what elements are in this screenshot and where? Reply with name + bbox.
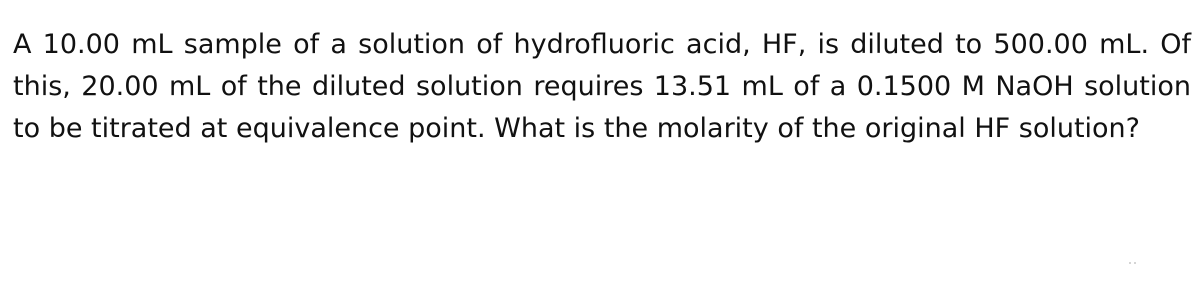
question-text: A 10.00 mL sample of a solution of hydrofluoric acid, HF, is diluted to 500.00 mL. Of this, 20.00 mL of the diluted solution requires 13.51 mL of a 0.1500 M NaOH solution to be titrated at equivalence point. What is the molarity of the original HF solution? <box>13 29 1191 144</box>
faint-speck-mark <box>1129 262 1137 265</box>
